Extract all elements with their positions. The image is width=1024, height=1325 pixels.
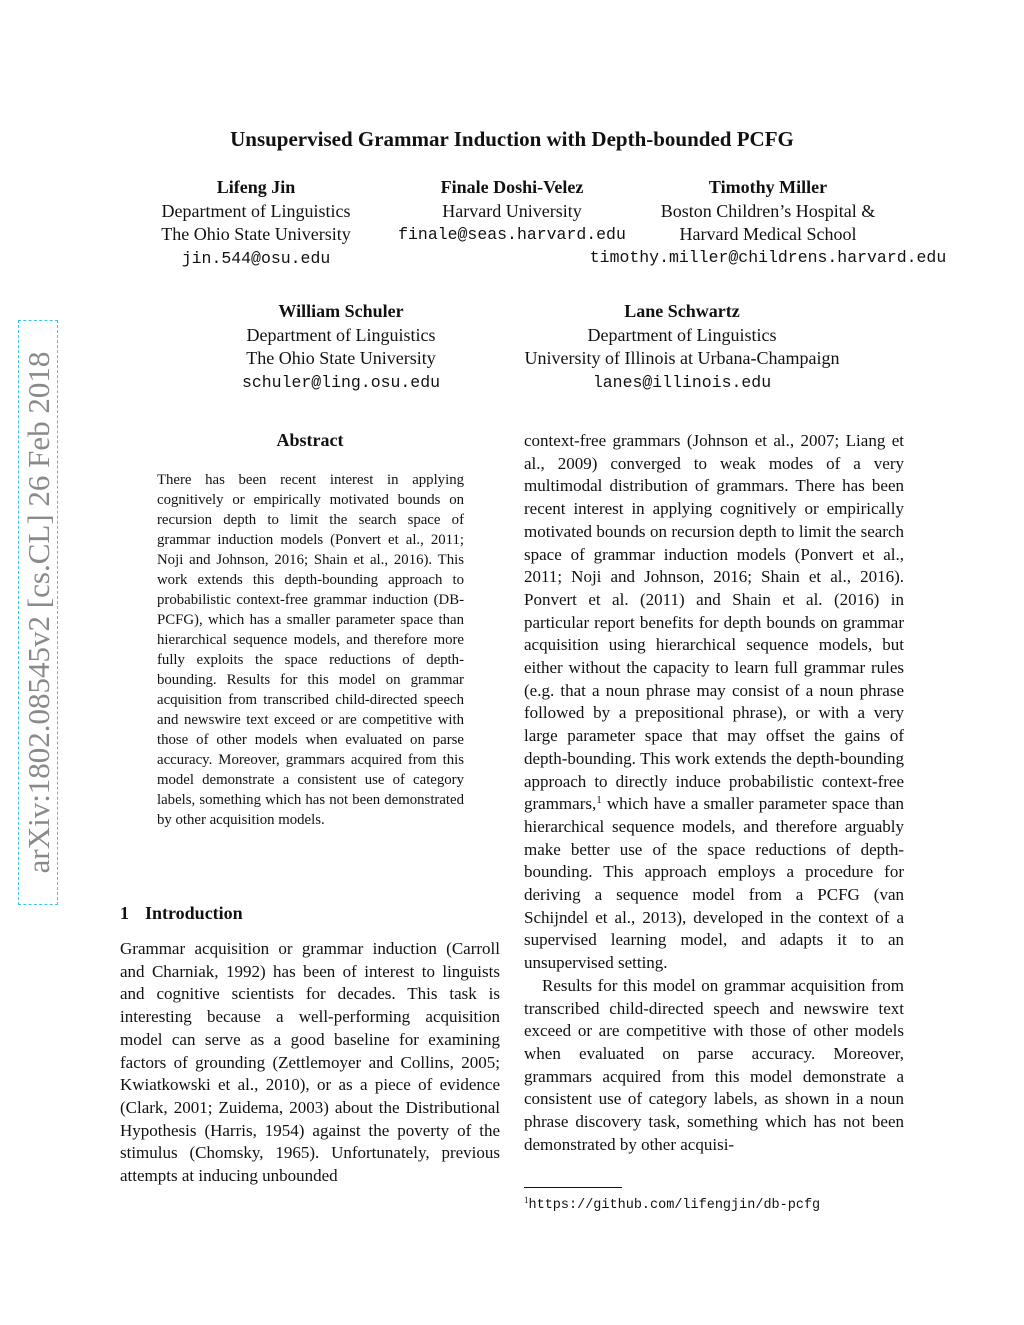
author-email[interactable]: finale@seas.harvard.edu [398, 225, 626, 244]
author-affiliation: Department of Linguistics [161, 200, 351, 221]
footnote-number: 1 [524, 1195, 529, 1205]
author-affiliation: The Ohio State University [246, 348, 436, 368]
footnote-rule [524, 1187, 622, 1188]
intro-text-part: context-free grammars (Johnson et al., 2007; Liang et al., 2009) converged to weak modes of a very multimodal distribution of grammars. There has been recent interest in applying cognitively or empirically motivated bounds on recursion depth to limit the search space of grammar induction models (Ponvert et al., 2011; Noji and Johnson, 2016; Shain et al., 2016). Ponvert et al. (2011) and Shain et al. (2016) in particular report benefits for depth bounds on grammar acquisition using hierarchical sequence models, but either without the capacity to learn full grammar rules (e.g. that a noun phrase may consist of a noun phrase followed by a prepositional phrase), or with a very large parameter space that may offset the gains of depth-bounding. This work extends the depth-bounding approach to directly induce probabilistic context-free grammars, [524, 431, 904, 814]
intro-paragraph-2: Results for this model on grammar acquisition from transcribed child-directed speech and newswire text exceed or are competitive with those of other models when evaluated on parse accuracy. Moreover, grammars acquired from this model demonstrate a consistent use of category labels, as shown in a noun phrase discovery task, something which has not been demonstrated by other acquisi- [524, 975, 904, 1154]
abstract-heading: Abstract [276, 430, 344, 450]
author-block-schuler [206, 300, 476, 394]
intro-paragraph-1: Grammar acquisition or grammar induction (Carroll and Charniak, 1992) has been of interest to linguists and cognitive scientists for decades. This task is interesting because a well-performing acquisition model can serve as a good baseline for examining factors of grounding (Zettlemoyer and Collins, 2005; Kwiatkowski et al., 2010), or as a piece of evidence (Clark, 2001; Zuidema, 2003) about the Distributional Hypothesis (Harris, 1954) against the poverty of the stimulus (Chomsky, 1965). Unfortunately, previous attempts at inducing unbounded [120, 939, 500, 1186]
author-affiliation: Department of Linguistics [246, 324, 436, 345]
arxiv-stamp: arXiv:1802.08545v2 [cs.CL] 26 Feb 2018 [18, 320, 58, 905]
footnote-link[interactable]: https://github.com/lifengjin/db-pcfg [528, 1198, 821, 1213]
author-name: Lifeng Jin [216, 177, 296, 197]
author-name: William Schuler [278, 301, 404, 321]
author-email[interactable]: timothy.miller@childrens.harvard.edu [589, 248, 947, 267]
author-affiliation: Harvard Medical School [679, 224, 857, 244]
section-heading-introduction [120, 903, 500, 924]
author-affiliation: The Ohio State University [161, 224, 351, 244]
author-name: Lane Schwartz [624, 301, 740, 321]
right-column [524, 430, 904, 1157]
intro-text-part: which have a smaller parameter space than hierarchical sequence models, and therefore arguably make better use of the space reductions of depth-bounding. This approach employs a procedure for deriving a sequence model from a PCFG (van Schijndel et al., 2013), developed in the context of a supervised learning model, and adapts it to an unsupervised setting. [524, 794, 904, 973]
author-block-doshi-velez [376, 176, 648, 247]
section-number: 1 [120, 903, 129, 923]
author-block-jin [120, 176, 392, 270]
abstract-text: There has been recent interest in applying cognitively or empirically motivated bounds on recursion depth to limit the search space of grammar induction models (Ponvert et al., 2011; Noji and Johnson, 2016; Shain et al., 2016). This work extends this depth-bounding approach to probabilistic context-free grammar induction (DB-PCFG), which has a smaller parameter space than hierarchical sequence models, and therefore more fully exploits the space reductions of depth-bounding. Results for this model on grammar acquisition from transcribed child-directed speech and newswire text exceed or are competitive with those of other models when evaluated on parse accuracy. Moreover, grammars acquired from this model demonstrate a consistent use of category labels, something which has not been demonstrated by other acquisition models. [157, 472, 464, 828]
author-block-miller [620, 176, 916, 247]
footnote-marker[interactable]: 1 [596, 794, 602, 807]
author-affiliation: Department of Linguistics [587, 324, 777, 345]
section-title: Introduction [145, 903, 243, 923]
footnote [524, 1191, 904, 1215]
author-affiliation: Harvard University [442, 200, 582, 221]
author-name: Timothy Miller [708, 177, 828, 197]
author-affiliation: University of Illinois at Urbana-Champaign [524, 348, 840, 368]
author-block-schwartz [492, 300, 872, 394]
paper-title: Unsupervised Grammar Induction with Depth-bounded PCFG [230, 127, 794, 151]
author-email[interactable]: lanes@illinois.edu [592, 372, 772, 392]
author-email[interactable]: jin.544@osu.edu [181, 248, 331, 268]
author-name: Finale Doshi-Velez [440, 177, 584, 197]
author-affiliation: Boston Children’s Hospital & [660, 200, 876, 221]
intro-paragraph-1-continued [524, 430, 904, 975]
author-email[interactable]: schuler@ling.osu.edu [241, 372, 441, 392]
